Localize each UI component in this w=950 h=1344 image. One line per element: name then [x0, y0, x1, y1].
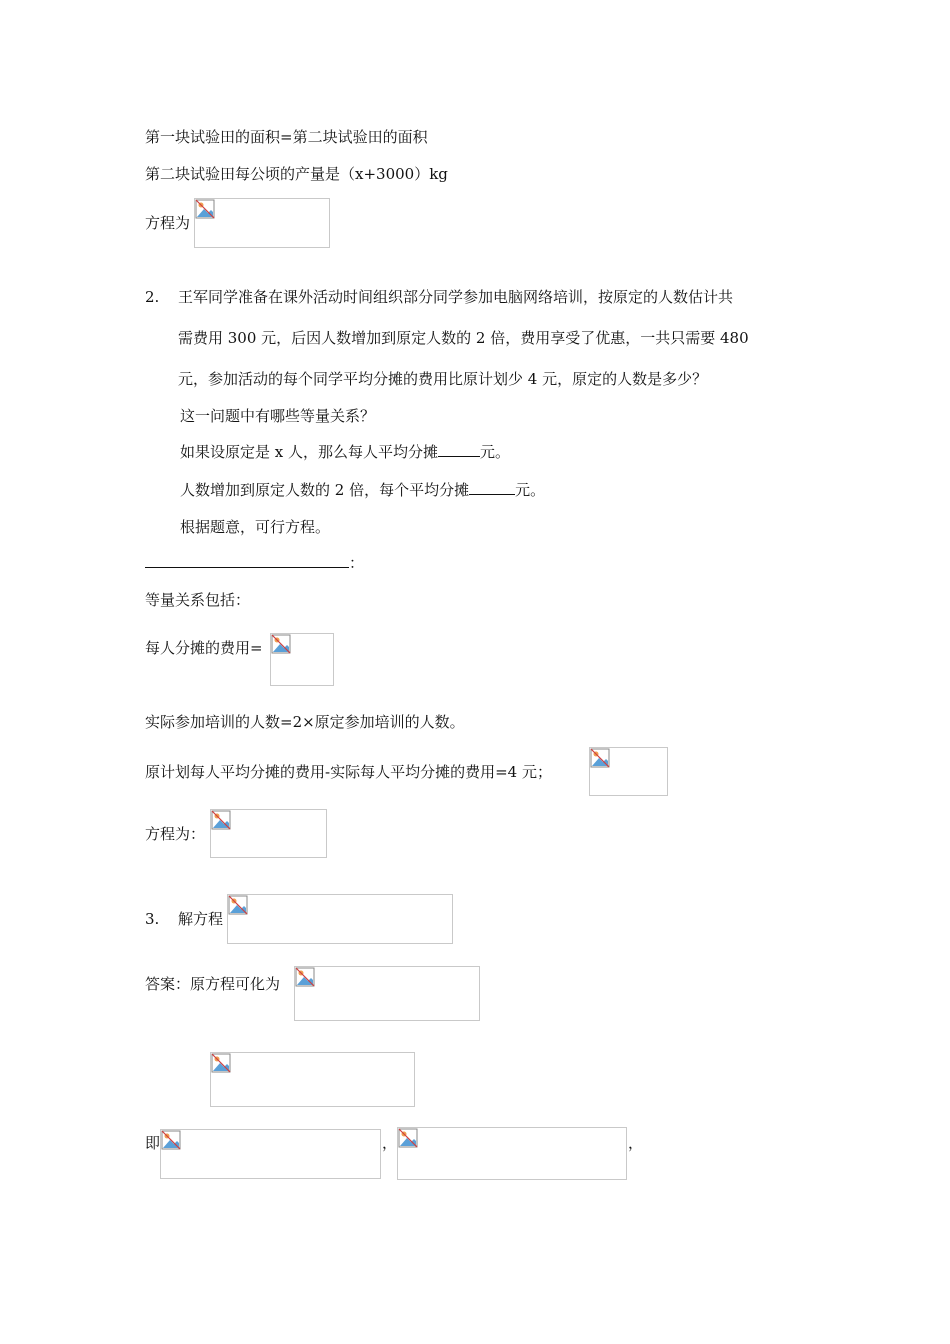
text-line-yield: 第二块试验田每公顷的产量是（x+3000）kg	[145, 165, 448, 183]
question-2-number: 2.	[145, 288, 160, 306]
equation-image-6	[294, 966, 480, 1021]
question-2-para-line-1: 王军同学准备在课外活动时间组织部分同学参加电脑网络培训，按原定的人数估计共	[178, 288, 734, 306]
broken-image-icon	[398, 1128, 418, 1148]
equation-label-2: 方程为：	[145, 825, 206, 843]
question-3-number: 3.	[145, 910, 160, 928]
sub-3-text-a: 人数增加到原定人数的 2 倍，每个平均分摊	[180, 481, 470, 499]
comma-2: ，	[628, 1134, 644, 1152]
equation-image-3	[589, 747, 668, 796]
comma-1: ，	[382, 1134, 398, 1152]
equation-image-1	[194, 198, 330, 248]
broken-image-icon	[271, 634, 291, 654]
broken-image-icon	[590, 748, 610, 768]
equal-relation-3: 原计划每人平均分摊的费用-实际每人平均分摊的费用=4 元；	[145, 763, 552, 781]
long-blank-line	[145, 553, 364, 573]
text-equation-label-1: 方程为	[145, 214, 191, 232]
broken-image-icon	[161, 1130, 181, 1150]
colon-mark: ：	[349, 554, 365, 572]
equation-image-9	[397, 1127, 627, 1180]
equation-image-7	[210, 1052, 415, 1107]
equal-relations-intro: 等量关系包括：	[145, 591, 251, 609]
equation-image-4	[210, 809, 327, 858]
sub-2-text-a: 如果设原定是 x 人，那么每人平均分摊	[180, 443, 438, 461]
broken-image-icon	[211, 810, 231, 830]
broken-image-icon	[228, 895, 248, 915]
broken-image-icon	[211, 1053, 231, 1073]
broken-image-icon	[295, 967, 315, 987]
equal-relation-1: 每人分摊的费用=	[145, 639, 263, 657]
sub-3-text-b: 元。	[515, 481, 546, 499]
question-2-sub-3	[180, 480, 545, 500]
fill-blank-2[interactable]	[469, 480, 515, 495]
broken-image-icon	[195, 199, 215, 219]
equal-relation-2: 实际参加培训的人数=2×原定参加培训的人数。	[145, 713, 465, 731]
question-2-sub-2	[180, 442, 510, 462]
text-line-area-equal: 第一块试验田的面积=第二块试验田的面积	[145, 128, 428, 146]
question-2-para-line-3: 元，参加活动的每个同学平均分摊的费用比原计划少 4 元，原定的人数是多少？	[178, 370, 708, 388]
equation-image-2	[270, 633, 334, 686]
equation-image-5	[227, 894, 453, 944]
question-2-sub-1: 这一问题中有哪些等量关系？	[180, 407, 376, 425]
sub-2-text-b: 元。	[480, 443, 511, 461]
fill-blank-long[interactable]	[145, 553, 349, 568]
answer-intro: 答案：原方程可化为	[145, 975, 281, 993]
question-2-para-line-2: 需费用 300 元，后因人数增加到原定人数的 2 倍，费用享受了优惠，一共只需要 480	[178, 329, 749, 347]
fill-blank-1[interactable]	[438, 442, 480, 457]
question-2-sub-4: 根据题意，可行方程。	[180, 518, 331, 536]
ji-label: 即	[145, 1134, 161, 1152]
equation-image-8	[160, 1129, 381, 1179]
question-3-text: 解方程	[178, 910, 224, 928]
